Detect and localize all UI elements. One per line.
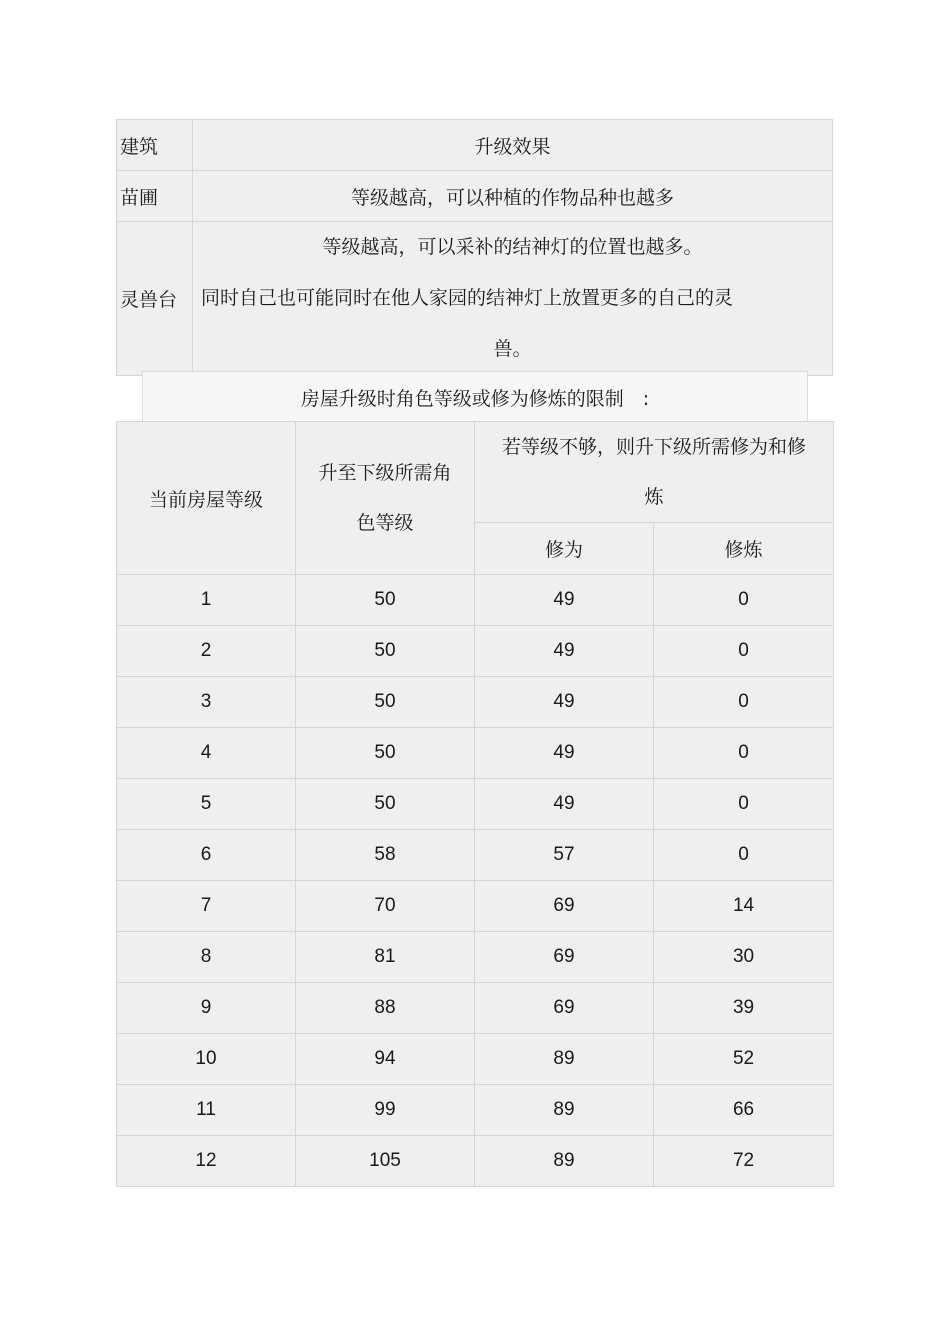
cell-training: 0 bbox=[654, 677, 834, 728]
cell-cultivation: 69 bbox=[475, 881, 654, 932]
cell-house-level: 10 bbox=[117, 1034, 296, 1085]
table-row bbox=[117, 626, 834, 677]
cell-training: 30 bbox=[654, 932, 834, 983]
cell-required-role-level: 50 bbox=[296, 626, 475, 677]
cell-training: 0 bbox=[654, 575, 834, 626]
cell-cultivation: 57 bbox=[475, 830, 654, 881]
table-row bbox=[117, 983, 834, 1034]
header-building: 建筑 bbox=[117, 120, 193, 171]
effect-line: 同时自己也可能同时在他人家园的结神灯上放置更多的自己的灵 bbox=[201, 287, 734, 309]
cell-required-role-level: 105 bbox=[296, 1136, 475, 1187]
table-row bbox=[117, 932, 834, 983]
cell-required-role-level: 50 bbox=[296, 779, 475, 830]
cell-training: 0 bbox=[654, 626, 834, 677]
cell-training: 0 bbox=[654, 728, 834, 779]
cell-house-level: 6 bbox=[117, 830, 296, 881]
building-effect: 等级越高，可以种植的作物品种也越多 bbox=[193, 171, 833, 222]
cell-cultivation: 69 bbox=[475, 983, 654, 1034]
header-required-role-level bbox=[296, 422, 475, 575]
cell-cultivation: 69 bbox=[475, 932, 654, 983]
cell-training: 0 bbox=[654, 830, 834, 881]
header-cultivation: 修为 bbox=[475, 523, 654, 575]
cell-house-level: 2 bbox=[117, 626, 296, 677]
level-table-header-row bbox=[117, 422, 834, 523]
cell-training: 39 bbox=[654, 983, 834, 1034]
building-table-header-row bbox=[117, 120, 833, 171]
cell-training: 0 bbox=[654, 779, 834, 830]
building-row-spirit-beast-platform bbox=[117, 222, 833, 376]
cell-training: 14 bbox=[654, 881, 834, 932]
cell-house-level: 8 bbox=[117, 932, 296, 983]
cell-required-role-level: 50 bbox=[296, 728, 475, 779]
table-row bbox=[117, 677, 834, 728]
cell-required-role-level: 70 bbox=[296, 881, 475, 932]
cell-house-level: 1 bbox=[117, 575, 296, 626]
table-row bbox=[117, 728, 834, 779]
cell-cultivation: 89 bbox=[475, 1034, 654, 1085]
cell-house-level: 9 bbox=[117, 983, 296, 1034]
header-if-insufficient bbox=[475, 422, 834, 523]
restriction-banner: 房屋升级时角色等级或修为修炼的限制 : bbox=[142, 371, 808, 423]
building-upgrade-table bbox=[116, 119, 833, 376]
table-row bbox=[117, 779, 834, 830]
cell-cultivation: 49 bbox=[475, 779, 654, 830]
cell-cultivation: 89 bbox=[475, 1136, 654, 1187]
cell-cultivation: 49 bbox=[475, 677, 654, 728]
cell-training: 52 bbox=[654, 1034, 834, 1085]
cell-required-role-level: 58 bbox=[296, 830, 475, 881]
cell-training: 66 bbox=[654, 1085, 834, 1136]
cell-house-level: 7 bbox=[117, 881, 296, 932]
building-row-nursery bbox=[117, 171, 833, 222]
cell-cultivation: 89 bbox=[475, 1085, 654, 1136]
header-line: 色等级 bbox=[356, 512, 414, 534]
header-training: 修炼 bbox=[654, 523, 834, 575]
table-row bbox=[117, 881, 834, 932]
cell-cultivation: 49 bbox=[475, 575, 654, 626]
cell-house-level: 12 bbox=[117, 1136, 296, 1187]
effect-line: 兽。 bbox=[493, 338, 532, 360]
cell-required-role-level: 50 bbox=[296, 575, 475, 626]
header-upgrade-effect: 升级效果 bbox=[193, 120, 833, 171]
building-name: 苗圃 bbox=[117, 171, 193, 222]
cell-required-role-level: 94 bbox=[296, 1034, 475, 1085]
cell-cultivation: 49 bbox=[475, 626, 654, 677]
cell-required-role-level: 50 bbox=[296, 677, 475, 728]
table-row bbox=[117, 830, 834, 881]
header-line: 升至下级所需角 bbox=[318, 462, 452, 484]
header-current-house-level: 当前房屋等级 bbox=[117, 422, 296, 575]
building-name: 灵兽台 bbox=[117, 222, 193, 376]
building-effect bbox=[193, 222, 833, 376]
cell-cultivation: 49 bbox=[475, 728, 654, 779]
cell-house-level: 5 bbox=[117, 779, 296, 830]
header-line: 炼 bbox=[644, 486, 664, 508]
cell-required-role-level: 88 bbox=[296, 983, 475, 1034]
cell-required-role-level: 81 bbox=[296, 932, 475, 983]
table-row bbox=[117, 1034, 834, 1085]
cell-house-level: 4 bbox=[117, 728, 296, 779]
cell-house-level: 3 bbox=[117, 677, 296, 728]
level-table-body bbox=[117, 575, 834, 1187]
cell-required-role-level: 99 bbox=[296, 1085, 475, 1136]
table-row bbox=[117, 1136, 834, 1187]
header-line: 若等级不够，则升下级所需修为和修 bbox=[502, 436, 807, 458]
effect-line: 等级越高，可以采补的结神灯的位置也越多。 bbox=[322, 236, 703, 258]
house-level-table bbox=[116, 421, 834, 1187]
table-row bbox=[117, 575, 834, 626]
table-row bbox=[117, 1085, 834, 1136]
cell-training: 72 bbox=[654, 1136, 834, 1187]
cell-house-level: 11 bbox=[117, 1085, 296, 1136]
